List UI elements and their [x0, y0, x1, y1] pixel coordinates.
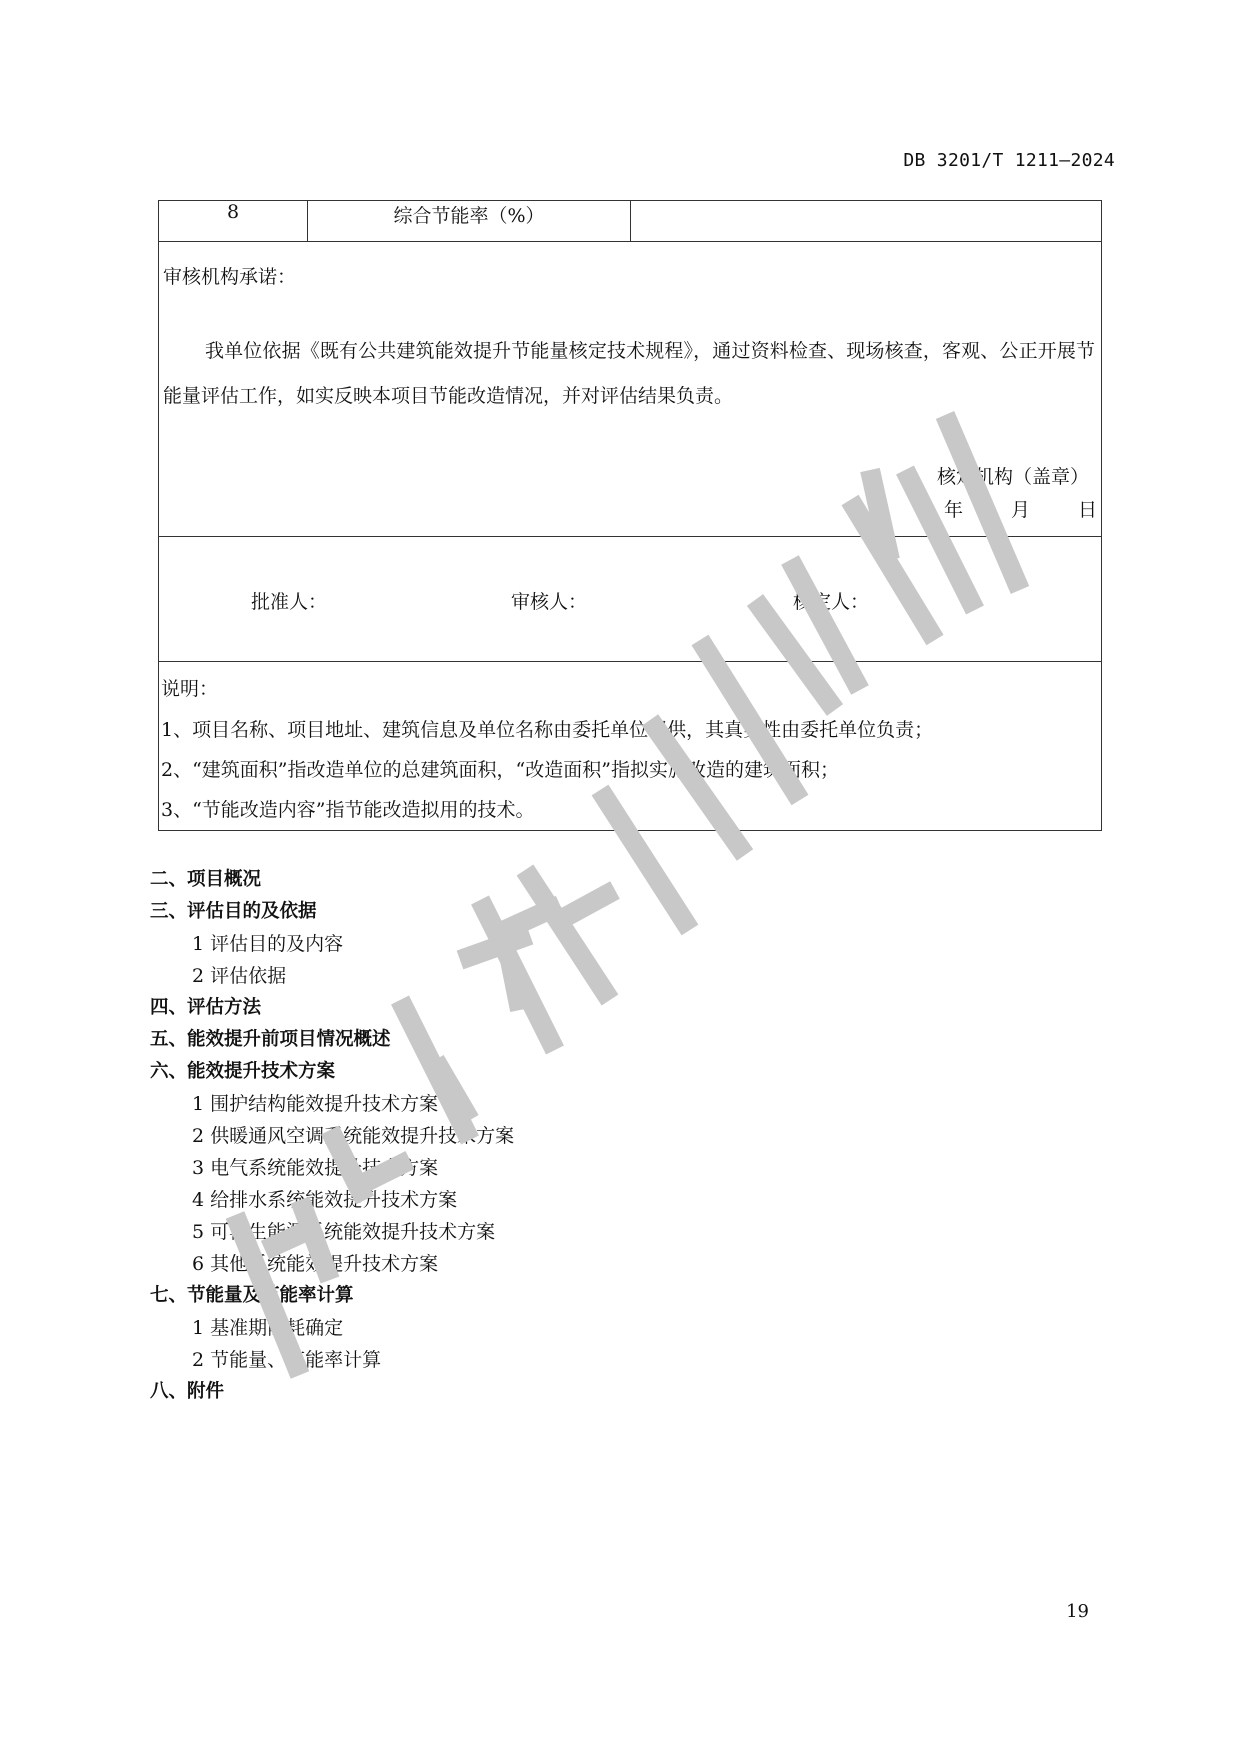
outline-heading: 四、评估方法 — [150, 997, 262, 1018]
table-row — [159, 537, 1102, 662]
note-item: 2、“建筑面积”指改造单位的总建筑面积，“改造面积”指拟实施改造的建筑面积； — [161, 759, 839, 781]
date-line — [896, 495, 1097, 522]
document-code: DB 3201/T 1211—2024 — [903, 150, 1115, 171]
reviewer-label: 审核人： — [511, 591, 588, 613]
table-row — [159, 201, 1102, 242]
row-number-cell: 8 — [159, 201, 308, 242]
date-year-label: 年 — [943, 499, 963, 521]
outline-subitem: 4 给排水系统能效提升技术方案 — [192, 1189, 458, 1211]
promise-body: 我单位依据《既有公共建筑能效提升节能量核定技术规程》，通过资料检查、现场核查，客观、公正开展节能量评估工作，如实反映本项目节能改造情况，并对评估结果负责。 — [163, 340, 1095, 407]
outline-subitem: 2 供暖通风空调系统能效提升技术方案 — [192, 1125, 515, 1147]
notes-cell — [159, 662, 1102, 831]
seal-label: 核定机构（盖章） — [936, 466, 1089, 488]
outline-heading: 八、附件 — [150, 1381, 225, 1402]
outline-subitem: 1 评估目的及内容 — [192, 933, 344, 955]
date-day-label: 日 — [1077, 499, 1097, 521]
outline-heading: 五、能效提升前项目情况概述 — [150, 1029, 391, 1050]
row-label-cell: 综合节能率（%） — [308, 201, 631, 242]
table-row — [159, 242, 1102, 537]
row-value-cell — [631, 201, 1102, 242]
notes-title: 说明： — [161, 678, 219, 700]
outline-subitem: 2 节能量、节能率计算 — [192, 1349, 382, 1371]
date-month-label: 月 — [1010, 499, 1030, 521]
outline-subitem: 2 评估依据 — [192, 965, 287, 987]
note-item: 1、项目名称、项目地址、建筑信息及单位名称由委托单位提供，其真实性由委托单位负责； — [161, 719, 934, 741]
outline-subitem: 5 可再生能源系统能效提升技术方案 — [192, 1221, 496, 1243]
outline-heading: 二、项目概况 — [150, 869, 262, 890]
note-item: 3、“节能改造内容”指节能改造拟用的技术。 — [161, 799, 535, 821]
signatures-cell — [159, 537, 1102, 662]
outline-heading: 七、节能量及节能率计算 — [150, 1285, 354, 1306]
verifier-label: 核定人： — [793, 591, 870, 613]
outline-subitem: 6 其他系统能效提升技术方案 — [192, 1253, 439, 1275]
outline-heading: 六、能效提升技术方案 — [150, 1061, 336, 1082]
verification-form-table — [158, 200, 1102, 831]
approver-label: 批准人： — [251, 591, 328, 613]
outline-heading: 三、评估目的及依据 — [150, 901, 317, 922]
page-number: 19 — [1066, 1601, 1089, 1622]
promise-cell — [159, 242, 1102, 537]
table-row — [159, 662, 1102, 831]
outline-subitem: 3 电气系统能效提升技术方案 — [192, 1157, 439, 1179]
outline-subitem: 1 基准期能耗确定 — [192, 1317, 344, 1339]
outline-subitem: 1 围护结构能效提升技术方案 — [192, 1093, 439, 1115]
promise-title: 审核机构承诺： — [163, 266, 297, 288]
